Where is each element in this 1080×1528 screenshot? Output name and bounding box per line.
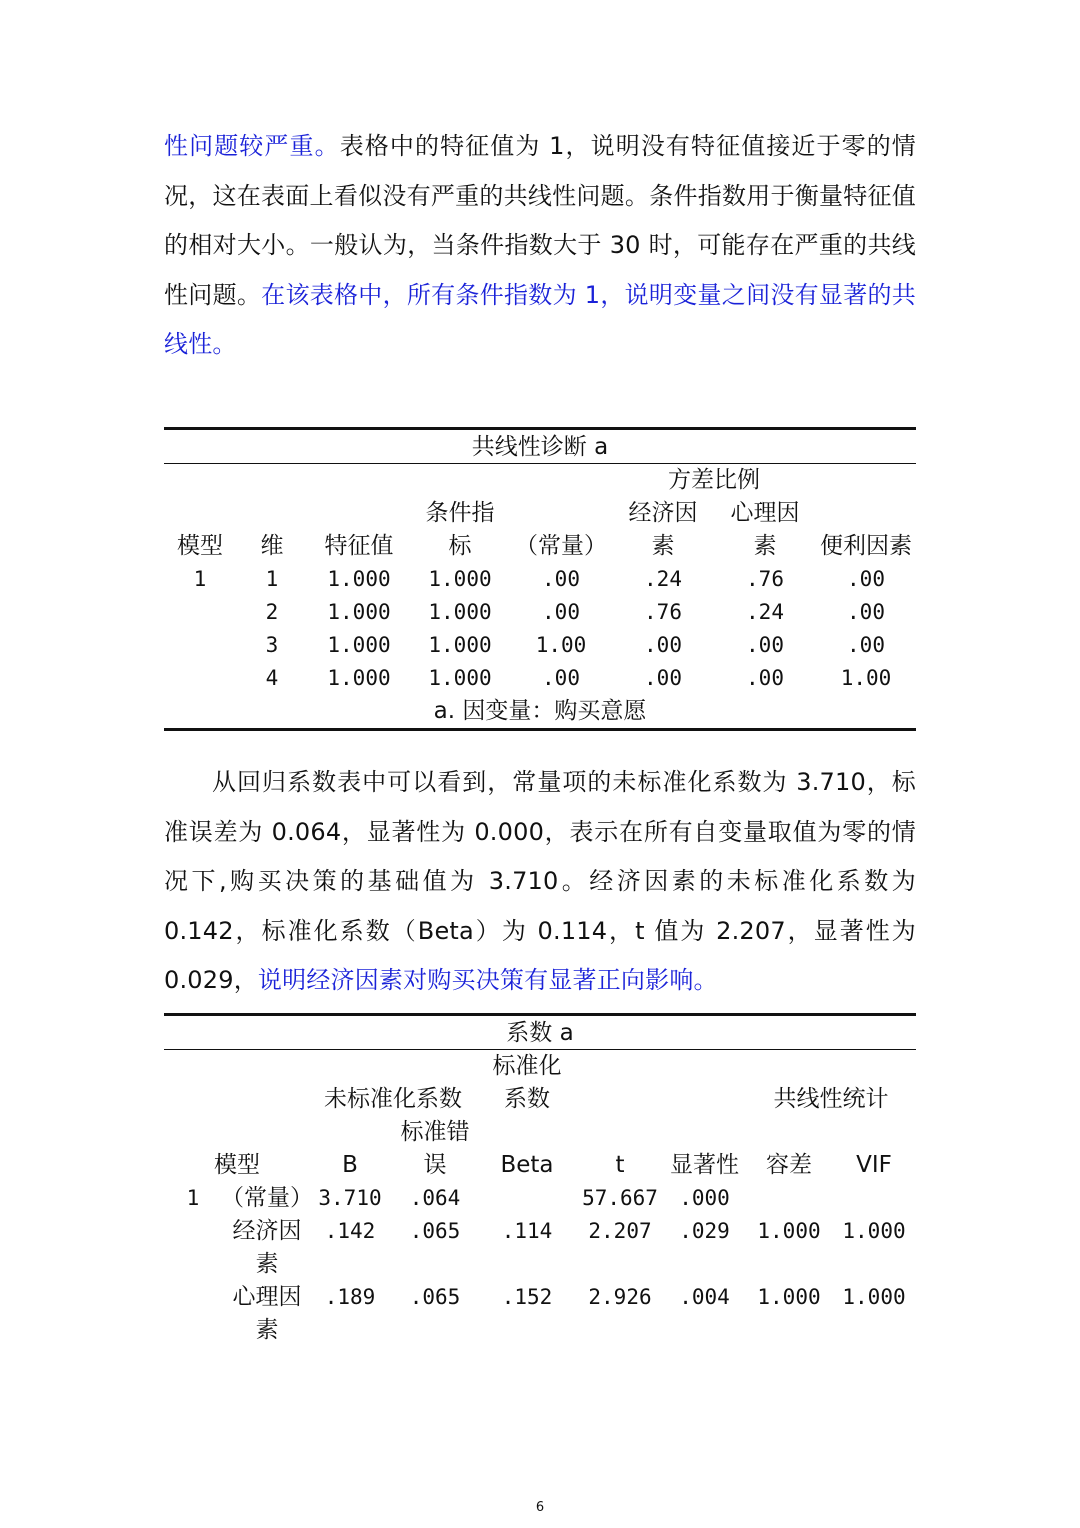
table-cell: 1.000: [428, 567, 492, 591]
table-cell: 1.000: [428, 600, 492, 624]
table-cell: 素: [255, 1317, 279, 1343]
table-cell: 心理因: [232, 1284, 302, 1310]
header-b: B: [342, 1152, 358, 1178]
table-cell: .76: [644, 600, 682, 624]
table-cell: 经济因: [232, 1218, 302, 1244]
table-cell: .24: [644, 567, 682, 591]
table-cell: .00: [847, 600, 885, 624]
header-collinearity-stats: 共线性统计: [773, 1086, 889, 1112]
table-cell: .00: [542, 567, 580, 591]
table-cell: .064: [409, 1186, 461, 1210]
header-model: 模型: [177, 533, 223, 559]
page-number: 6: [535, 1500, 545, 1515]
header-std-error-2: 误: [423, 1152, 447, 1178]
table-cell: 1.000: [757, 1219, 821, 1243]
table-cell: 1.00: [535, 633, 587, 657]
table-cell: 1.000: [327, 567, 391, 591]
header-standardized-2: 系数: [504, 1086, 550, 1112]
body-text: 表格中的特征值为 1，说明没有特征值接近于零的情况，这在表面上看似没有严重的共线性问题。条件指数用于衡量特征值的相对大小。一般认为，当条件指数大于 30 时，可能存在严重的共线性问题。: [164, 132, 917, 309]
paragraph-regression-coefficients: [164, 758, 916, 1006]
table-cell: .00: [847, 567, 885, 591]
table-cell: 1.000: [428, 666, 492, 690]
paragraph-collinearity-intro: [164, 122, 916, 370]
header-convenience: 便利因素: [820, 533, 912, 559]
table-cell: .00: [746, 633, 784, 657]
table-cell: 2.207: [588, 1219, 652, 1243]
header-significance: 显著性: [670, 1152, 739, 1178]
table-cell: 2.926: [588, 1285, 652, 1309]
table-cell: 1.000: [327, 666, 391, 690]
table-cell: .00: [644, 633, 682, 657]
header-unstandardized: 未标准化系数: [324, 1086, 462, 1112]
table-cell: .065: [409, 1285, 461, 1309]
table-cell: 素: [255, 1251, 279, 1277]
table-cell: 2: [265, 600, 279, 624]
table-cell: 1.000: [757, 1285, 821, 1309]
header-psych-2: 素: [753, 533, 777, 559]
header-eigenvalue: 特征值: [324, 533, 394, 559]
table-cell: 1.000: [428, 633, 492, 657]
table-cell: 1.000: [327, 600, 391, 624]
table-cell: 1.000: [842, 1219, 906, 1243]
header-econ-2: 素: [651, 533, 675, 559]
table-cell: 1: [265, 567, 279, 591]
table-cell: 1.000: [327, 633, 391, 657]
table-cell: .004: [679, 1285, 730, 1309]
table-top-rule: [164, 427, 916, 430]
group-header-variance-proportion: 方差比例: [668, 467, 760, 493]
table-cell: .24: [746, 600, 784, 624]
table-cell: .76: [746, 567, 784, 591]
table-cell: .00: [746, 666, 784, 690]
header-t: t: [615, 1152, 625, 1178]
table-title: 共线性诊断 a: [471, 434, 609, 460]
highlight-text: 性问题较严重。: [164, 132, 340, 160]
table-cell: .065: [409, 1219, 461, 1243]
header-constant: （常量）: [515, 533, 607, 559]
table-cell: .189: [324, 1285, 376, 1309]
highlight-text: 说明经济因素对购买决策有显著正向影响。: [257, 966, 718, 994]
table-bottom-rule: [164, 728, 916, 731]
header-condition-index-2: 标: [448, 533, 472, 559]
table-cell: 57.667: [582, 1186, 658, 1210]
table-cell: .00: [644, 666, 682, 690]
table-cell: .00: [542, 666, 580, 690]
header-econ: 经济因: [628, 500, 698, 526]
table-cell: .152: [501, 1285, 553, 1309]
table-cell: 3.710: [318, 1186, 382, 1210]
header-model: 模型: [214, 1152, 260, 1178]
table-cell: .142: [324, 1219, 376, 1243]
header-tolerance: 容差: [766, 1152, 812, 1178]
table-cell: .000: [679, 1186, 730, 1210]
header-std-error: 标准错: [400, 1119, 470, 1145]
table-cell: .114: [501, 1219, 553, 1243]
table-title: 系数 a: [506, 1020, 574, 1046]
table-cell: .029: [679, 1219, 730, 1243]
header-psych: 心理因: [730, 500, 800, 526]
table-cell: 1.000: [842, 1285, 906, 1309]
table-cell: 1.00: [840, 666, 892, 690]
table-top-rule: [164, 1013, 916, 1016]
header-beta: Beta: [500, 1152, 554, 1178]
table-cell: 4: [265, 666, 279, 690]
header-condition-index: 条件指: [425, 500, 495, 526]
table-cell: .00: [847, 633, 885, 657]
table-cell: 1: [193, 567, 207, 591]
table-cell: .00: [542, 600, 580, 624]
body-text: 从回归系数表中可以看到，常量项的未标准化系数为 3.710，标准误差为 0.064，显著性为 0.000，表示在所有自变量取值为零的情况下,购买决策的基础值为 3.710。经济因素的未标准化系数为 0.142，标准化系数（Beta）为 0.114，t 值为 2.207，显著性为 0.029，: [164, 768, 916, 994]
header-dimension: 维: [260, 533, 284, 559]
table-footnote: a. 因变量：购买意愿: [433, 698, 647, 724]
table-cell: 1: [186, 1186, 200, 1210]
table-cell: （常量）: [221, 1185, 313, 1211]
header-standardized: 标准化: [492, 1053, 562, 1079]
highlight-text: 在该表格中，所有条件指数为 1，说明变量之间没有显著的共线性。: [164, 280, 916, 358]
header-vif: VIF: [856, 1152, 892, 1178]
table-cell: 3: [265, 633, 279, 657]
